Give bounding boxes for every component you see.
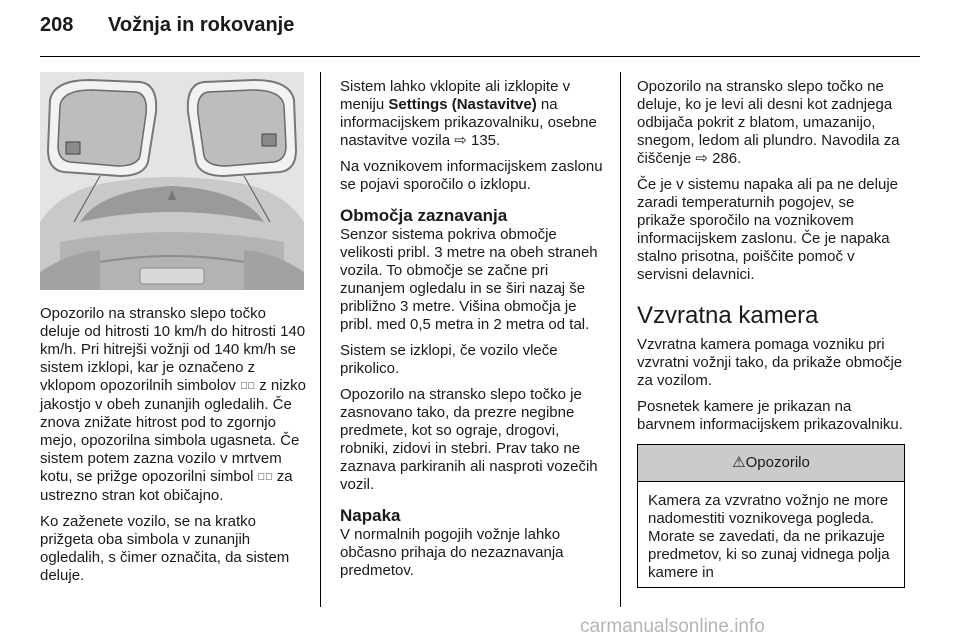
column-1 [40, 305, 308, 593]
blindspot-symbol-icon: ⊿⃞ [257, 472, 273, 483]
col3-paragraph-2: Če je v sistemu napaka ali pa ne deluje zaradi temperaturnih pogojev, se prikaže sporočilo na voznikovem informacijskem zaslonu. Če je napaka stalno prisotna, poiščite pomoč v servisni delavnici. [637, 176, 898, 283]
col2-paragraph-5: Opozorilo na stransko slepo točko je zasnovano tako, da prezre negibne predmete, kot so ograje, drogovi, robniki, zidovi in stebri. Prav tako ne zaznava parkiranih ali nasproti vozečih vozil. [340, 386, 598, 493]
col2-paragraph-1 [340, 78, 605, 150]
col1-p1-part-c: za ustrezno stran kot običajno. [40, 468, 293, 504]
settings-menu-label: Settings (Nastavitve) [388, 96, 537, 113]
col3-paragraph-1 [637, 78, 905, 168]
warning-header [638, 445, 904, 482]
page-number: 208 [40, 14, 74, 36]
section-heading-rear-camera: Vzvratna kamera [637, 302, 819, 329]
section-heading-fault: Napaka [340, 506, 401, 525]
col2-page-ref-number: 135. [466, 132, 501, 149]
col2-p1-part-a: Sistem lahko vklopite ali izklopite v meniju [340, 78, 571, 113]
column-divider-1 [320, 72, 321, 607]
warning-triangle-icon: ⚠ [732, 454, 746, 471]
col1-p1-part-a: Opozorilo na stransko slepo točko deluje od hitrosti 10 km/h do hitrosti 140 km/h. Pri hitrejši vožnji od 140 km/h se sistem izklopi, kar je označeno z vklopom opozorilnih simbolov [40, 305, 306, 394]
mirror-illustration [40, 72, 304, 290]
col2-paragraph-3: Senzor sistema pokriva območje velikosti pribl. 3 metre na obeh straneh vozila. To območje se začne pri zunanjem ogledalu in se širi nazaj še približno 3 metre. Višina območja je pribl. med 0,5 metra in 2 metra od tal. [340, 226, 598, 333]
mirror-illustration-svg [40, 72, 304, 290]
column-3 [637, 78, 905, 588]
col1-p1-part-b: z nizko jakostjo v obeh zunanjih ogledalih. Če znova znižate hitrost pod to zgornjo mejo, opozorilna simbola ugasneta. Če sistem potem zazna vozilo v mrtvem kotu, se prižge opozorilni simbol [40, 377, 306, 485]
col2-paragraph-2: Na voznikovem informacijskem zaslonu se pojavi sporočilo o izklopu. [340, 158, 603, 193]
page-title: Vožnja in rokovanje [108, 14, 295, 36]
watermark: carmanualsonline.info [580, 616, 765, 637]
col3-paragraph-3: Vzvratna kamera pomaga vozniku pri vzvratni vožnji tako, da prikaže območje za vozilom. [637, 336, 903, 389]
col2-p1-part-c: na informacijskem prikazovalniku, osebne nastavitve vozila [340, 96, 597, 149]
warning-text: Kamera za vzvratno vožnjo ne more nadomestiti voznikovega pogleda. Morate se zavedati, da ne prikazuje predmetov, ki so zunaj vidnega polja kamere in [648, 492, 890, 581]
col2-paragraph-6: V normalnih pogojih vožnje lahko občasno prihaja do nezaznavanja predmetov. [340, 526, 564, 579]
column-divider-2 [620, 72, 621, 607]
col1-paragraph-2: Ko zaženete vozilo, se na kratko prižgeta oba simbola v zunanjih ogledalih, s čimer označita, da sistem deluje. [40, 513, 290, 584]
column-2 [340, 78, 605, 588]
col3-p1-part-a: Opozorilo na stransko slepo točko ne deluje, ko je levi ali desni kot zadnjega odbijača pokrit z blatom, umazanijo, snegom, ledom ali plundro. Navodila za čiščenje [637, 78, 900, 167]
col1-paragraph-1 [40, 305, 308, 505]
col3-paragraph-4: Posnetek kamere je prikazan na barvnem informacijskem prikazovalniku. [637, 398, 903, 433]
section-heading-detection-zones: Območja zaznavanja [340, 206, 508, 225]
blindspot-symbol-icon: ⊿⃞ [240, 381, 256, 392]
warning-title: Opozorilo [745, 454, 810, 471]
col3-page-ref-number: 286. [707, 150, 742, 167]
page-header [40, 14, 294, 37]
page-reference-icon: ⇨ [695, 150, 708, 167]
page-reference-icon: ⇨ [454, 132, 467, 149]
header-rule [40, 56, 920, 57]
col2-paragraph-4: Sistem se izklopi, če vozilo vleče prikolico. [340, 342, 558, 377]
warning-box [637, 444, 905, 588]
